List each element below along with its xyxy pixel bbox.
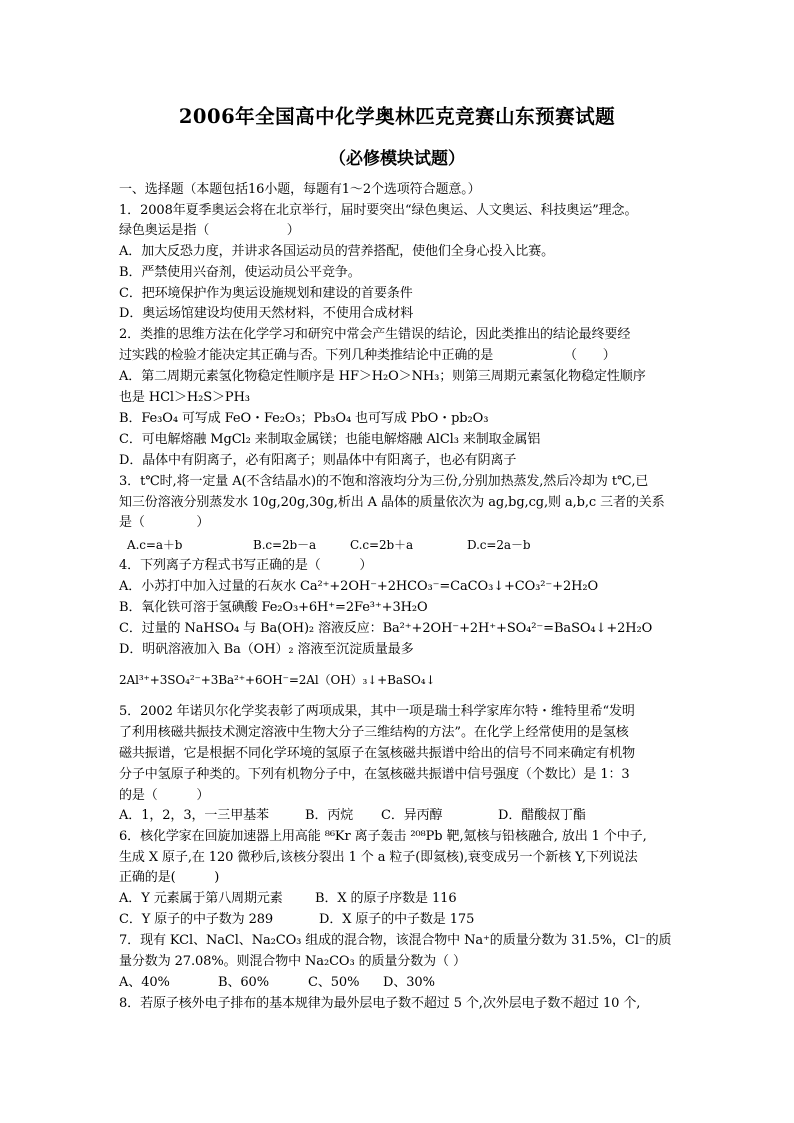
q2-stem-line2: 过实践的检验才能决定其正确与否。下列几种类推结论中正确的是 （ ） [119, 348, 616, 363]
q7-options-row [119, 973, 435, 993]
q1-option-d: D．奥运场馆建设均使用天然材料，不使用合成材料 [119, 306, 414, 321]
q6-option-b: B．X 的原子序数是 116 [315, 891, 457, 906]
q2-option-a-line1: A．第二周期元素氢化物稳定性顺序是 HF＞H₂O＞NH₃；则第三周期元素氢化物稳定性顺序 [119, 369, 646, 384]
q4-option-b: B．氧化铁可溶于氢碘酸 Fe₂O₃+6H⁺=2Fe³⁺+3H₂O [119, 600, 428, 615]
q7-stem-line2: 量分数为 27.08%。则混合物中 Na₂CO₃ 的质量分数为（ ） [119, 954, 466, 969]
q5-options-row [119, 806, 586, 826]
q5-stem-line4: 分子中氢原子种类的。下列有机物分子中，在氢核磁共振谱中信号强度（个数比）是 1：3 [119, 767, 630, 782]
q7-option-c: C、50% [308, 975, 360, 990]
q7-option-d: D、30% [383, 975, 435, 990]
q4-option-a: A．小苏打中加入过量的石灰水 Ca²⁺+2OH⁻+2HCO₃⁻=CaCO₃↓+CO₃²⁻+2H₂O [119, 579, 599, 594]
q3-option-d: D.c=2a－b [467, 538, 531, 552]
q5-stem-line3: 磁共振谱，它是根据不同化学环境的氢原子在氢核磁共振谱中给出的信号不同来确定有机物 [119, 746, 636, 761]
q4-option-d-equation: 2Al³⁺+3SO₄²⁻+3Ba²⁺+6OH⁻=2Al（OH）₃↓+BaSO₄↓ [119, 673, 436, 687]
q7-option-b: B、60% [218, 975, 269, 990]
q1-option-c: C．把环境保护作为奥运设施规划和建设的首要条件 [119, 286, 413, 301]
q4-stem: 4．下列离子方程式书写正确的是（ ） [119, 558, 373, 573]
page-subtitle: （必修模块试题） [329, 149, 465, 169]
q5-option-d: D．醋酸叔丁酯 [498, 808, 586, 823]
q6-option-a: A．Y 元素属于第八周期元素 [119, 891, 283, 906]
q8-stem-line1: 8．若原子核外电子排布的基本规律为最外层电子数不超过 5 个,次外层电子数不超过 10 个, [119, 996, 641, 1011]
q3-stem-line3: 是（ ） [119, 515, 210, 530]
q6-options-row1 [119, 889, 457, 909]
q7-option-a: A、40% [119, 975, 170, 990]
q4-option-d: D．明矾溶液加入 Ba（OH）₂ 溶液至沉淀质量最多 [119, 642, 414, 657]
q6-stem-line1: 6．核化学家在回旋加速器上用高能 ⁸⁶Kr 离子轰击 ²⁰⁸Pb 靶,氪核与铅核融合, 放出 1 个中子, [119, 829, 647, 844]
section-heading: 一、选择题（本题包括16小题，每题有1～2个选项符合题意。） [119, 182, 481, 197]
q3-option-b: B.c=2b－a [253, 538, 317, 552]
q1-option-b: B．严禁使用兴奋剂，使运动员公平竞争。 [119, 265, 361, 280]
q5-option-a: A．1，2，3，一三甲基苯 [119, 808, 269, 823]
q5-stem-line5: 的是（ ） [119, 788, 210, 803]
q3-option-c: C.c=2b＋a [350, 538, 414, 552]
q4-option-c: C．过量的 NaHSO₄ 与 Ba(OH)₂ 溶液反应：Ba²⁺+2OH⁻+2H⁺+SO₄²⁻=BaSO₄↓+2H₂O [119, 621, 653, 636]
q6-option-d: D．X 原子的中子数是 175 [319, 912, 475, 927]
q6-stem-line2: 生成 X 原子,在 120 微秒后,该核分裂出 1 个 a 粒子(即氦核),衰变成另一个新核 Y,下列说法 [119, 850, 638, 865]
q5-option-c: C．异丙醇 [381, 808, 443, 823]
q3-stem-line2: 知三份溶液分别蒸发水 10g,20g,30g,析出 A 晶体的质量依次为 ag,bg,cg,则 a,b,c 三者的关系 [119, 495, 665, 510]
q3-stem-line1: 3．t℃时,将一定量 A(不含结晶水)的不饱和溶液均分为三份,分别加热蒸发,然后冷却为 t℃,已 [119, 474, 649, 489]
page-title: 2006年全国高中化学奥林匹克竞赛山东预赛试题 [178, 105, 616, 128]
q1-option-a: A．加大反恐力度，并讲求各国运动员的营养搭配，使他们全身心投入比赛。 [119, 244, 554, 259]
q2-option-b: B．Fe₃O₄ 可写成 FeO・Fe₂O₃；Pb₃O₄ 也可写成 PbO・pb₂O₃ [119, 411, 489, 426]
q6-stem-line3: 正确的是( ) [119, 870, 220, 885]
q1-stem-line2: 绿色奥运是指（ ） [119, 223, 300, 238]
q7-stem-line1: 7．现有 KCl、NaCl、Na₂CO₃ 组成的混合物，该混合物中 Na⁺的质量分数为 31.5%，Cl⁻的质 [119, 933, 672, 948]
q2-option-c: C．可电解熔融 MgCl₂ 来制取金属镁；也能电解熔融 AlCl₃ 来制取金属铝 [119, 432, 541, 447]
q2-option-a-line2: 也是 HCl＞H₂S＞PH₃ [119, 390, 250, 405]
q2-option-d: D．晶体中有阴离子，必有阳离子；则晶体中有阳离子，也必有阴离子 [119, 453, 517, 468]
q6-option-c: C．Y 原子的中子数为 289 [119, 912, 274, 927]
q3-option-a: A.c=a＋b [127, 538, 183, 552]
q6-options-row2 [119, 910, 474, 930]
q5-stem-line1: 5．2002 年诺贝尔化学奖表彰了两项成果，其中一项是瑞士科学家库尔特・维特里希“发明 [119, 704, 635, 719]
q2-stem-line1: 2．类推的思维方法在化学学习和研究中常会产生错误的结论，因此类推出的结论最终要经 [119, 327, 631, 342]
q5-option-b: B．丙烷 [305, 808, 354, 823]
q1-stem-line1: 1．2008年夏季奥运会将在北京举行，届时要突出“绿色奥运、人文奥运、科技奥运”理念。 [119, 203, 638, 218]
q5-stem-line2: 了利用核磁共振技术测定溶液中生物大分子三维结构的方法”。在化学上经常使用的是氢核 [119, 725, 629, 740]
q3-options-row [127, 535, 530, 555]
